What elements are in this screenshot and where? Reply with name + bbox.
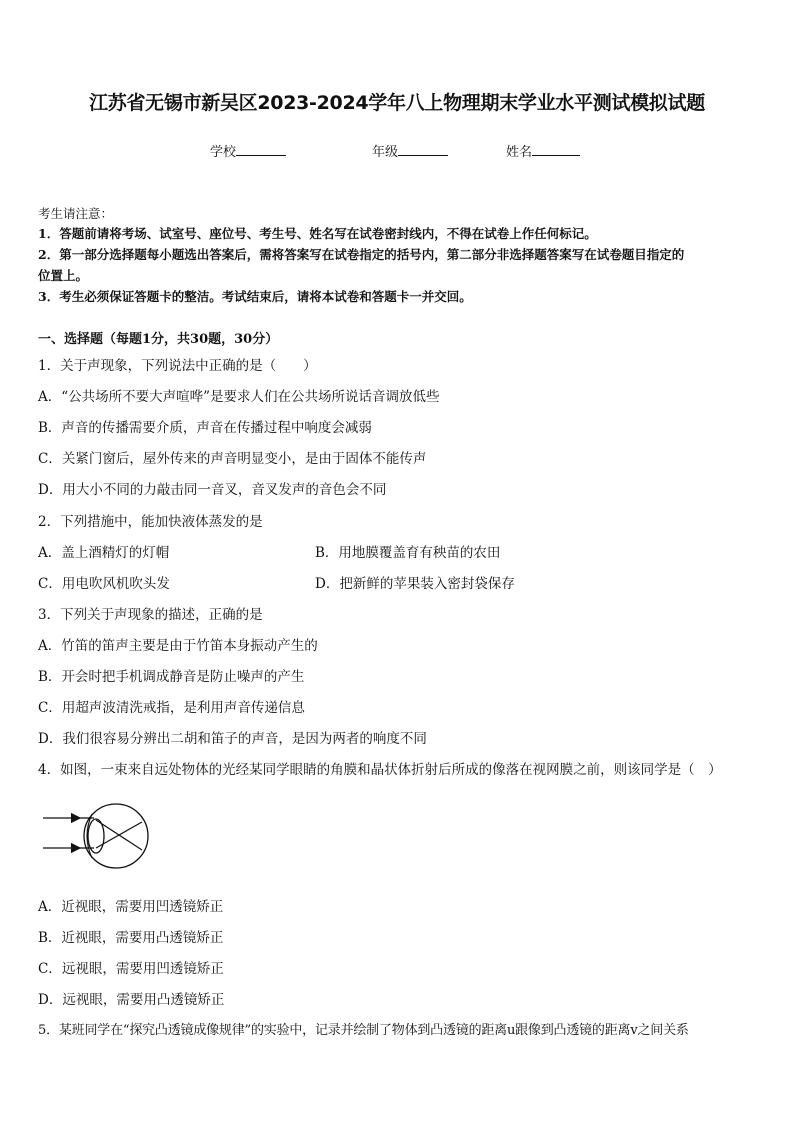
q4-stem: 4．如图，一束来自远处物体的光经某同学眼睛的角膜和晶状体折射后所成的像落在视网膜之前，则该同学是（ ）	[38, 762, 722, 778]
eye-diagram	[40, 800, 160, 880]
q4-option-d[interactable]: D．远视眼，需要用凸透镜矫正	[38, 992, 225, 1008]
q2-stem: 2．下列措施中，能加快液体蒸发的是	[38, 514, 263, 530]
q3-stem: 3．下列关于声现象的描述，正确的是	[38, 607, 263, 623]
notice-item-1: 1．答题前请将考场、试室号、座位号、考生号、姓名写在试卷密封线内，不得在试卷上作任何标记。	[38, 226, 597, 241]
name-field[interactable]	[506, 141, 580, 160]
q4-option-b[interactable]: B．近视眼，需要用凸透镜矫正	[38, 930, 224, 946]
q5-stem: 5．某班同学在“探究凸透镜成像规律”的实验中，记录并绘制了物体到凸透镜的距离u跟像到凸透镜的距离v之间关系	[38, 1023, 689, 1038]
q4-option-a[interactable]: A．近视眼，需要用凹透镜矫正	[38, 899, 224, 915]
grade-blank[interactable]	[398, 143, 448, 156]
q3-option-c[interactable]: C．用超声波清洗戒指，是利用声音传递信息	[38, 700, 305, 716]
q1-stem: 1．关于声现象，下列说法中正确的是（ ）	[38, 358, 317, 374]
q1-option-d[interactable]: D．用大小不同的力敲击同一音叉，音叉发声的音色会不同	[38, 482, 387, 498]
notice-item-2: 2．第一部分选择题每小题选出答案后，需将答案写在试卷指定的括号内，第二部分非选择题答案写在试卷题目指定的	[38, 247, 685, 262]
notice-heading: 考生请注意：	[38, 206, 114, 221]
school-field[interactable]	[210, 141, 286, 160]
section-heading: 一、选择题（每题1分，共30题，30分）	[38, 332, 279, 347]
q2-option-c[interactable]: C．用电吹风机吹头发	[38, 576, 170, 592]
notice-item-3: 3．考生必须保证答题卡的整洁。考试结束后，请将本试卷和答题卡一并交回。	[38, 289, 472, 304]
grade-field[interactable]	[372, 141, 448, 160]
q2-option-d[interactable]: D．把新鲜的苹果装入密封袋保存	[315, 576, 515, 592]
q1-option-b[interactable]: B．声音的传播需要介质，声音在传播过程中响度会减弱	[38, 420, 372, 436]
q3-option-d[interactable]: D．我们很容易分辨出二胡和笛子的声音，是因为两者的响度不同	[38, 731, 427, 747]
q2-option-a[interactable]: A．盖上酒精灯的灯帽	[38, 545, 170, 561]
eyeball-shape	[84, 804, 148, 868]
school-label: 学校	[210, 145, 237, 160]
q2-option-b[interactable]: B．用地膜覆盖育有秧苗的农田	[315, 545, 501, 561]
name-label: 姓名	[506, 145, 533, 160]
school-blank[interactable]	[236, 143, 286, 156]
q3-option-a[interactable]: A．竹笛的笛声主要是由于竹笛本身振动产生的	[38, 638, 318, 654]
q1-option-c[interactable]: C．关紧门窗后，屋外传来的声音明显变小，是由于固体不能传声	[38, 451, 427, 467]
notice-item-2-cont: 位置上。	[38, 268, 89, 283]
grade-label: 年级	[372, 145, 399, 160]
name-blank[interactable]	[532, 143, 580, 156]
page-title: 江苏省无锡市新吴区2023-2024学年八上物理期末学业水平测试模拟试题	[89, 92, 705, 114]
q4-option-c[interactable]: C．远视眼，需要用凹透镜矫正	[38, 961, 224, 977]
q1-option-a[interactable]: A．“公共场所不要大声喧哗”是要求人们在公共场所说话音调放低些	[38, 389, 440, 405]
q3-option-b[interactable]: B．开会时把手机调成静音是防止噪声的产生	[38, 669, 305, 685]
